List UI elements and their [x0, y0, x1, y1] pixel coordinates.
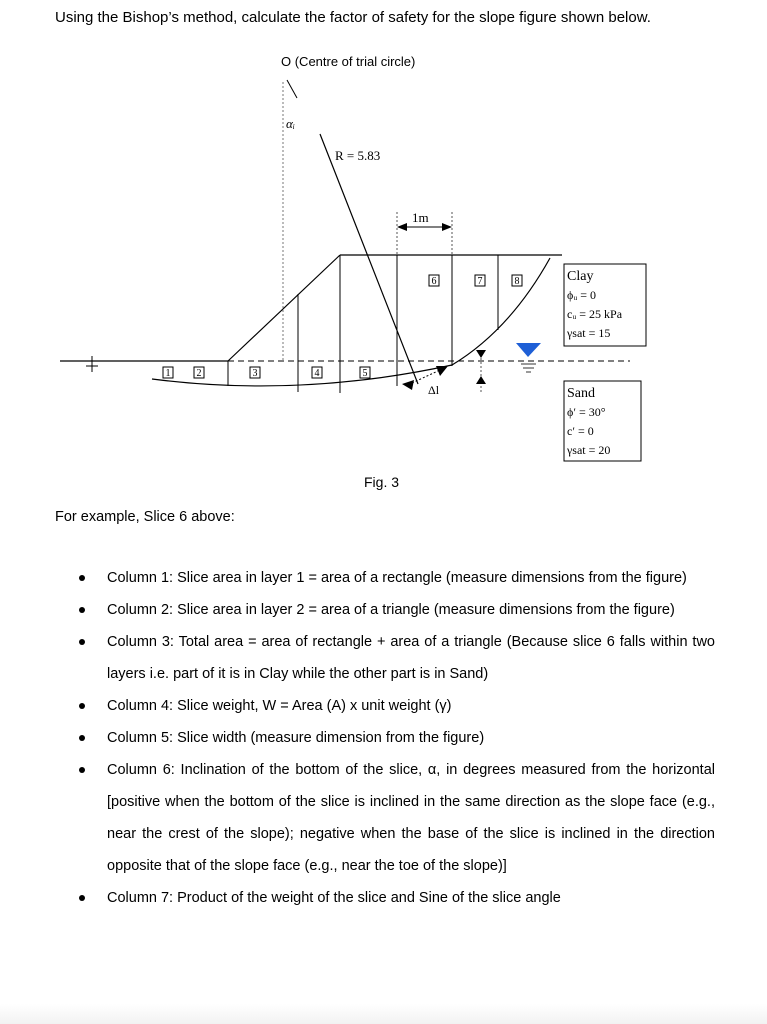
- column-text: Column 2: Slice area in layer 2 = area of a triangle (measure dimensions from the figure): [107, 602, 675, 618]
- bullet-icon: [79, 607, 85, 613]
- sand-title: Sand: [567, 386, 595, 401]
- bullet-icon: [79, 895, 85, 901]
- list-item: [55, 754, 715, 882]
- width-dim-arrow-right: [442, 223, 452, 231]
- list-item: [55, 690, 715, 722]
- clay-c: cᵤ = 25 kPa: [567, 307, 623, 321]
- slice-label-3: 3: [252, 368, 258, 379]
- slice-label-1: 1: [165, 368, 171, 379]
- bullet-icon: [79, 767, 85, 773]
- bullet-icon: [79, 703, 85, 709]
- slice-label-8: 8: [514, 276, 520, 287]
- slope-figure: [0, 0, 767, 500]
- sand-c: c′ = 0: [567, 424, 594, 438]
- clay-gamma: γsat = 15: [567, 326, 611, 340]
- slice-label-2: 2: [196, 368, 202, 379]
- bullet-icon: [79, 575, 85, 581]
- width-dim-arrow-left: [397, 223, 407, 231]
- slice-label-6: 6: [431, 276, 437, 287]
- slice-label-4: 4: [314, 368, 320, 379]
- water-marker-arrow-up: [476, 376, 486, 384]
- clay-title: Clay: [567, 269, 594, 284]
- list-item: [55, 594, 715, 626]
- column-list: [55, 562, 715, 914]
- delta-l-label: Δl: [428, 383, 440, 397]
- radius-label: R = 5.83: [335, 148, 381, 163]
- sand-phi: ϕ′ = 30°: [567, 405, 606, 419]
- column-text: Column 6: Inclination of the bottom of the slice, α, in degrees measured from the horizontal [positive when the bottom of the slice is inclined in the same direction as the slope face (e.g., near the crest of the slope); negative when the base of the slice is inclined in the direction opposite that of the slope face (e.g., near the toe of the slope)]: [107, 762, 715, 874]
- width-label: 1m: [412, 210, 429, 225]
- water-marker-arrow-down: [476, 350, 486, 358]
- radius-line: [320, 134, 418, 384]
- water-table-icon: [516, 343, 541, 357]
- sand-gamma: γsat = 20: [567, 443, 611, 457]
- list-item: [55, 562, 715, 594]
- page-bottom-edge: [0, 1004, 767, 1024]
- example-heading: For example, Slice 6 above:: [55, 509, 235, 525]
- delta-l-arrow-left: [402, 380, 414, 390]
- slice-label-7: 7: [477, 276, 483, 287]
- clay-phi: ϕᵤ = 0: [567, 288, 597, 302]
- column-text: Column 1: Slice area in layer 1 = area of a rectangle (measure dimensions from the figure): [107, 570, 687, 586]
- bullet-icon: [79, 639, 85, 645]
- column-text: Column 7: Product of the weight of the slice and Sine of the slice angle: [107, 890, 561, 906]
- list-item: [55, 626, 715, 690]
- centre-pointer: [287, 80, 297, 98]
- alpha-label: αᵢ: [286, 116, 295, 131]
- question-text: Using the Bishop’s method, calculate the factor of safety for the slope figure shown below.: [55, 9, 651, 26]
- column-text: Column 5: Slice width (measure dimension from the figure): [107, 730, 485, 746]
- figure-caption: Fig. 3: [364, 474, 400, 490]
- list-item: [55, 722, 715, 754]
- slice-labels: [163, 275, 522, 379]
- bullet-icon: [79, 735, 85, 741]
- column-text: Column 4: Slice weight, W = Area (A) x unit weight (γ): [107, 698, 452, 714]
- centre-label: O (Centre of trial circle): [281, 54, 416, 69]
- slice-label-5: 5: [362, 368, 368, 379]
- column-text: Column 3: Total area = area of rectangle + area of a triangle (Because slice 6 falls within two layers i.e. part of it is in Clay while the other part is in Sand): [107, 634, 715, 682]
- slip-surface: [152, 258, 550, 386]
- list-item: [55, 882, 715, 914]
- slope-face: [228, 255, 340, 361]
